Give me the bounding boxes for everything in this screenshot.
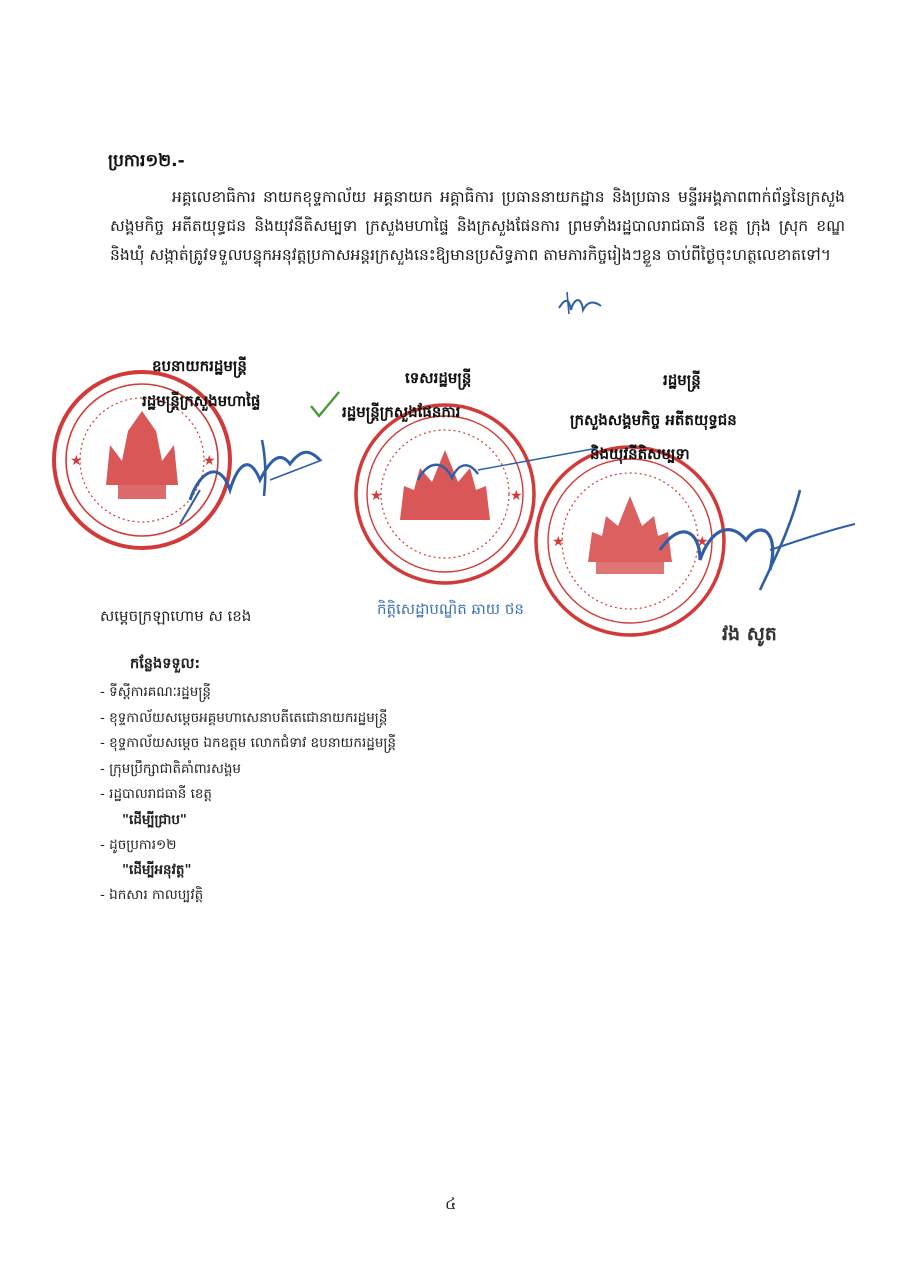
recipients-heading: កន្លែងទទួល:	[130, 656, 201, 672]
svg-text:★: ★	[696, 534, 709, 550]
for-info-heading: "ដើម្បីជ្រាប"	[122, 811, 187, 828]
page-number: ៤	[445, 1194, 457, 1213]
for-action-item: - ឯកសារ កាលប្បវត្តិ	[100, 887, 204, 903]
signatory-1-signature	[170, 420, 340, 530]
signatory-3-name: វង សូត	[722, 623, 777, 645]
signatory-3-title-line2: ក្រសួងសង្គមកិច្ច អតីតយុទ្ធជន	[570, 411, 737, 429]
signatory-2-signature	[408, 440, 608, 500]
svg-text:★: ★	[552, 534, 565, 550]
signatory-1-title-line1: ឧបនាយករដ្ឋមន្ត្រី	[152, 357, 247, 375]
signatory-2-title-line2: រដ្ឋមន្ត្រីក្រសួងផែនការ	[342, 403, 461, 421]
for-action-heading: "ដើម្បីអនុវត្ត"	[122, 862, 192, 878]
signatory-3-title-line3: និងយុវនីតិសម្បទា	[590, 445, 690, 463]
article-title: ប្រការ១២.-	[108, 151, 185, 171]
svg-text:★: ★	[370, 488, 383, 504]
recipient-item: - ក្រុមប្រឹក្សាជាតិគាំពារសង្គម	[100, 760, 241, 777]
signatory-3-title-line1: រដ្ឋមន្ត្រី	[663, 371, 701, 389]
signatory-1-title-line2: រដ្ឋមន្ត្រីក្រសួងមហាផ្ទៃ	[142, 392, 261, 410]
signatory-1-check-mark	[305, 388, 345, 420]
svg-text:★: ★	[70, 453, 83, 469]
recipient-item: - រដ្ឋបាលរាជធានី ខេត្ត	[100, 786, 213, 802]
signatory-3-signature	[650, 480, 860, 600]
recipients-list	[100, 655, 600, 909]
article-body: អគ្គលេខាធិការ នាយកខុទ្ទកាល័យ អគ្គនាយក អគ្គាធិការ ប្រធាននាយកដ្ឋាន និងប្រធាន មន្ទីរអង្គភាពពាក់ព័ន្ធនៃក្រសួងសង្គមកិច្ច អតីតយុទ្ធជន និងយុវនីតិសម្បទា ក្រសួងមហាផ្ទៃ និងក្រសួងផែនការ ព្រមទាំងរដ្ឋបាលរាជធានី ខេត្ត ក្រុង ស្រុក ខណ្ឌ និងឃុំ សង្កាត់ត្រូវទទួលបន្ទុកអនុវត្តប្រកាសអន្តរក្រសួងនេះឱ្យមានប្រសិទ្ធភាព តាមភារកិច្ចរៀងៗខ្លួន ចាប់ពីថ្ងៃចុះហត្ថលេខាតទៅ។	[110, 188, 845, 264]
svg-text:★: ★	[203, 453, 216, 469]
recipient-item: - ខុទ្ទកាល័យសម្ដេច ឯកឧត្ដម លោកជំទាវ ឧបនាយករដ្ឋមន្ត្រី	[100, 735, 396, 751]
signatory-2-name: កិត្តិសេដ្ឋាបណ្ឌិត ឆាយ ថន	[377, 600, 524, 618]
for-info-item: - ដូចប្រការ១២	[100, 836, 177, 853]
signatory-2-title-line1: ទេសរដ្ឋមន្ត្រី	[405, 369, 472, 387]
initials-mark	[555, 288, 605, 318]
recipient-item: - ខុទ្ទកាល័យសម្ដេចអគ្គមហាសេនាបតីតេជោនាយករដ្ឋមន្ត្រី	[100, 709, 388, 726]
signatory-1-name: សម្ដេចក្រឡាហោម ស ខេង	[100, 607, 252, 625]
recipient-item: - ទីស្ដីការគណៈរដ្ឋមន្ត្រី	[100, 684, 211, 700]
svg-text:★: ★	[510, 488, 523, 504]
